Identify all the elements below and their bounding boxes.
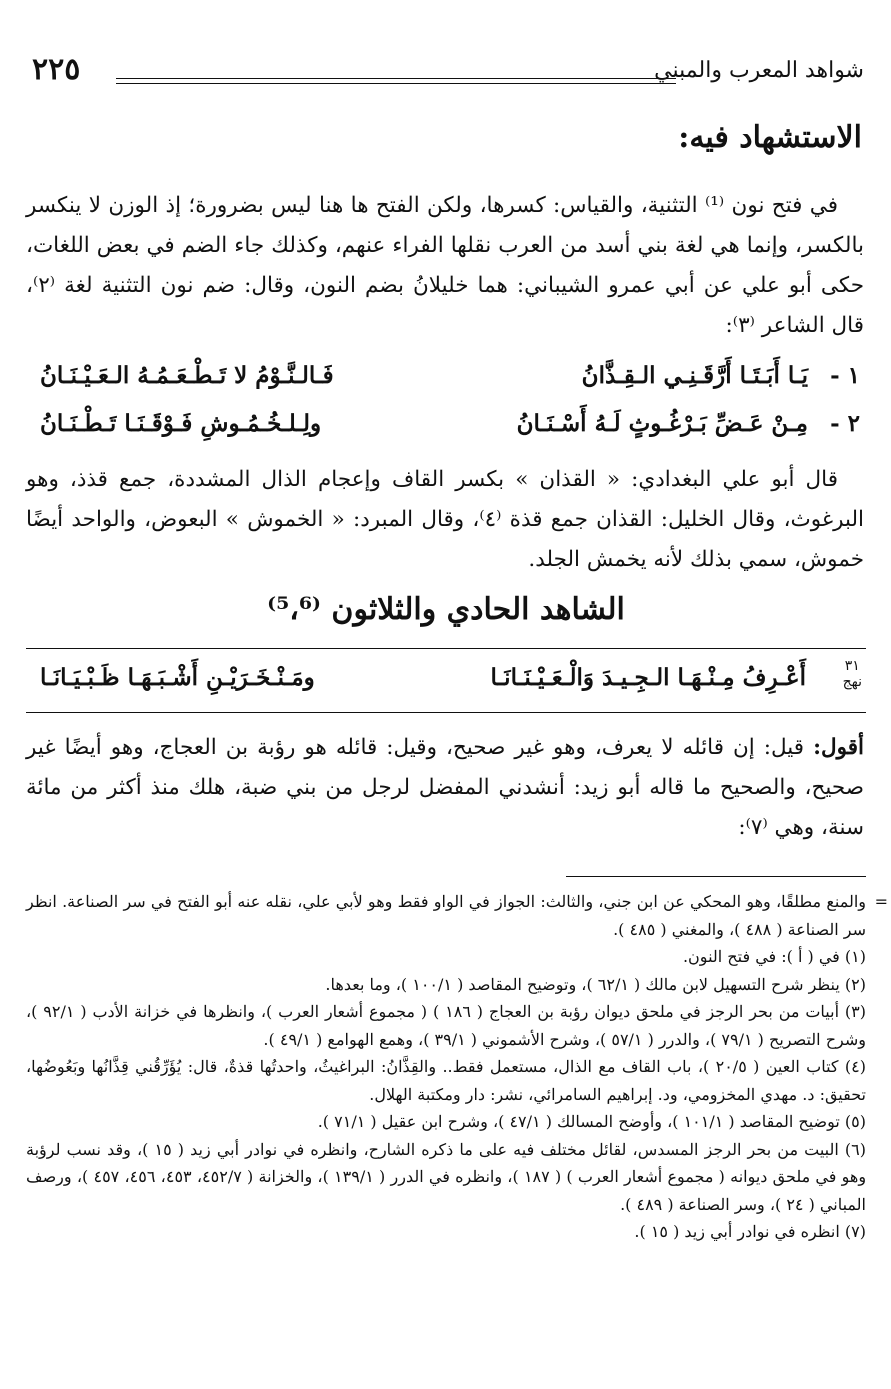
footnote-continuation [26,888,888,943]
verse-box-top-rule [26,648,866,649]
verse-number: ٢ - [830,410,860,437]
paragraph-3-text: قيل: إن قائله لا يعرف، وهو غير صحيح، وقيل: قائله هو رؤبة بن العجاج، وهو أيضًا غير صحيح، والصحيح ما قاله أبو زيد: أنشدني المفضل لرجل من بني ضبة، هلك منذ أكثر من مائة سنة، وهي ⁽٧⁾: [26,735,864,840]
footnote-2: (٢) ينظر شرح التسهيل لابن مالك ( ٦٢/١ )، وتوضيح المقاصد ( ١٠٠/١ )، وما بعدها. [325,974,866,994]
footnote-continuation-text: والمنع مطلقًا، وهو المحكي عن ابن جني، والثالث: الجواز في الواو فقط وهو لأبي علي، نقله عنه أبو الفتح في سر الصناعة. انظر سر الصناعة ( ٤٨٨ )، والمغني ( ٤٨٥ ). [26,892,867,939]
paragraph-1: في فتح نون ⁽¹⁾ التثنية، والقياس: كسرها، ولكن الفتح ها هنا ليس بضرورة؛ إذ الوزن لا ينكسر بالكسر، وإنما هي لغة بني أسد من العرب نقلها الفراء عنهم، وكذلك جاء الضم في بعض اللغات، حكى أبو علي عن أبي عمرو الشيباني: هما خليلانُ بضم النون، وقال: ضم نون التثنية لغة ⁽٢⁾، قال الشاعر ⁽٣⁾: [26,193,864,338]
verse-first-hemistich: يَـا أَبَـتَـا أَرَّقَـنِـي الـقِـذَّانُ [581,362,808,389]
running-header [26,52,866,96]
verse-reference-number: ٣١ [844,658,860,674]
verse-second-hemistich: فَـالـنَّـوْمُ لا تَـطْـعَـمُـهُ الـعَـيْـنَـانُ [40,362,334,389]
verse-reference-label: نهج [842,674,862,690]
section-heading: الاستشهاد فيه: [678,120,862,155]
verse-reference [843,658,862,690]
verse-first-hemistich: مِـنْ عَـضِّ بَـرْغُـوثٍ لَـهُ أَسْـنَـانُ [516,410,808,437]
book-page [26,40,888,1370]
book-title: شواهد المعرب والمبني [654,58,864,83]
verse-second-hemistich: ومَـنْـخَـرَيْـنِ أَشْـبَـهَـا ظَـبْـيَـانَـا [40,664,315,691]
main-witness-verse [26,658,866,702]
witness-title: الشاهد الحادي والثلاثون ⁽⁵،⁶⁾ [267,592,625,627]
footnotes [26,888,888,1246]
verse-second-hemistich: ولِـلـخُـمُـوشِ فَـوْقَـنَـا تَـطْـنَـانُ [40,410,322,437]
paragraph-3 [26,728,864,848]
verse-number: ١ - [830,362,860,389]
footnote-separator [566,876,866,877]
page-number: ٢٢٥ [32,52,81,87]
footnote-7: (٧) انظره في نوادر أبي زيد ( ١٥ ). [634,1222,866,1241]
paragraph-2: قال أبو علي البغدادي: « القذان » بكسر القاف وإعجام الذال المشددة، جمع قذذ، وهو البرغوث، وقال الخليل: القذان جمع قذة ⁽٤⁾، وقال المبرد: « الخموش » البعوض، والواحد أيضًا خموش، سمي بذلك لأنه يخمش الجلد. [26,467,865,572]
footnote-1: (١) في ( أ ): في فتح النون. [682,947,866,966]
header-rule-double [116,83,676,84]
footnote-5: (٥) توضيح المقاصد ( ١٠١/١ )، وأوضح المسالك ( ٤٧/١ )، وشرح ابن عقيل ( ٧١/١ ). [317,1112,866,1131]
footnote-6: (٦) البيت من بحر الرجز المسدس، لقائل مختلف فيه على ما ذكره الشارح، وانظره في نوادر أبي زيد ( ١٥ )، وقد نسب لرؤبة وهو في ملحق ديوانه ( مجموع أشعار العرب ) ( ١٨٧ )، وانظره في الدرر ( ١٣٩/١ )، والخزانة ( ٤٥٢/٧، ٤٥٣، ٤٥٦، ٤٥٧ )، ورصف المباني ( ٢٤ )، وسر الصناعة ( ٤٨٩ ). [26,1139,867,1214]
verse-first-hemistich: أَعْـرِفُ مِـنْـهَـا الـجِـيـدَ وَالْـعَـيْـنَـانَـا [490,664,806,691]
paragraph-lead-word: أقول: [813,735,864,760]
footnote-3: (٣) أبيات من بحر الرجز في ملحق ديوان رؤبة بن العجاج ( ١٨٦ ) ( مجموع أشعار العرب )، وانظرها في خزانة الأدب ( ٩٢/١ )، وشرح التصريح ( ٧٩/١ )، والدرر ( ٥٧/١ )، وشرح الأشموني ( ٣٩/١ )، وهمع الهوامع ( ٤٩/١ ). [26,1002,866,1049]
continuation-mark: = [874,892,888,911]
verse-line-1 [26,360,866,400]
verse-box-bottom-rule [26,712,866,713]
verse-line-2 [26,408,866,448]
header-rule [116,78,676,79]
footnote-4: (٤) كتاب العين ( ٢٠/٥ )، باب القاف مع الذال، مستعمل فقط.. والقِذَّانُ: البراغيثُ، واحدتُها قذةٌ، قال: يُؤَرِّقُني قِذَّانُها وبَعُوضُها، تحقيق: د. مهدي المخزومي، ود. إبراهيم السامرائي، نشر: دار ومكتبة الهلال. [26,1057,867,1104]
